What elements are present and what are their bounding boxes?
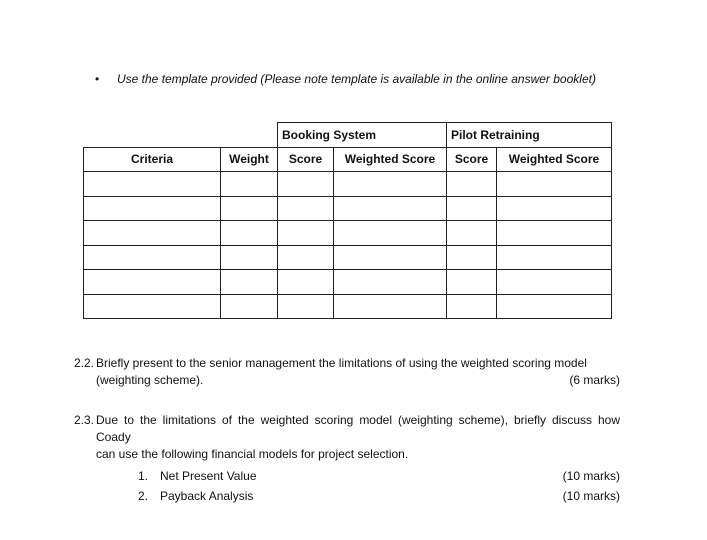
marks-label: (10 marks) [562, 489, 620, 503]
col-header-weight: Weight [221, 147, 278, 172]
blank-corner [84, 123, 278, 148]
table-cell [84, 221, 221, 246]
table-row [84, 221, 612, 246]
table-cell [447, 270, 497, 295]
table-cell [334, 172, 447, 197]
list-item [138, 489, 620, 503]
table-cell [221, 172, 278, 197]
col-header-weighted-score: Weighted Score [497, 147, 612, 172]
template-instruction [95, 72, 596, 86]
list-item-index: 1. [138, 469, 149, 483]
table-cell [84, 245, 221, 270]
group-header-pilot-retraining: Pilot Retraining [447, 123, 612, 148]
question-text-line: Briefly present to the senior management the limitations of using the weighted scoring model [96, 356, 587, 370]
list-item-index: 2. [138, 489, 149, 503]
table-cell [497, 294, 612, 319]
question-2-3 [74, 412, 620, 463]
list-item-label: Payback Analysis [160, 489, 254, 503]
bullet-dot-icon: • [95, 72, 100, 86]
group-header-row [84, 123, 612, 148]
col-header-weighted-score: Weighted Score [334, 147, 447, 172]
table-cell [278, 294, 334, 319]
table-cell [84, 172, 221, 197]
table-cell [221, 245, 278, 270]
table-cell [221, 270, 278, 295]
table-cell [497, 245, 612, 270]
table-cell [497, 172, 612, 197]
table-cell [278, 221, 334, 246]
table-cell [334, 294, 447, 319]
question-text-line: (weighting scheme). [96, 373, 204, 387]
list-item [138, 469, 620, 483]
col-header-score: Score [278, 147, 334, 172]
table-cell [447, 221, 497, 246]
table-cell [221, 221, 278, 246]
question-text-line: can use the following financial models for project selection. [96, 447, 409, 461]
table-cell [447, 196, 497, 221]
question-text-line: Due to the limitations of the weighted scoring model (weighting scheme), briefly discuss how Coady [96, 413, 620, 444]
table-row [84, 294, 612, 319]
table-cell [278, 196, 334, 221]
weighted-scoring-template-table [83, 122, 612, 319]
group-header-booking-system: Booking System [278, 123, 447, 148]
col-header-score: Score [447, 147, 497, 172]
table-cell [84, 196, 221, 221]
marks-label: (6 marks) [569, 373, 620, 387]
table-cell [334, 245, 447, 270]
table-row [84, 270, 612, 295]
table-row [84, 196, 612, 221]
table-cell [447, 294, 497, 319]
list-item-label: Net Present Value [160, 469, 257, 483]
table-cell [334, 270, 447, 295]
question-number: 2.2. [74, 356, 95, 370]
table-cell [447, 245, 497, 270]
marks-label: (10 marks) [562, 469, 620, 483]
table-cell [84, 270, 221, 295]
table-cell [334, 221, 447, 246]
table-row [84, 172, 612, 197]
column-header-row [84, 147, 612, 172]
table-cell [221, 294, 278, 319]
table-cell [84, 294, 221, 319]
table-cell [447, 172, 497, 197]
table-cell [221, 196, 278, 221]
table-cell [334, 196, 447, 221]
instruction-text: Use the template provided (Please note template is available in the online answer booklet) [117, 72, 596, 86]
question-number: 2.3. [74, 413, 95, 427]
table-cell [497, 270, 612, 295]
col-header-criteria: Criteria [84, 147, 221, 172]
table-cell [497, 196, 612, 221]
table-cell [278, 270, 334, 295]
question-2-2 [74, 355, 620, 389]
table-cell [278, 172, 334, 197]
table-cell [278, 245, 334, 270]
table-row [84, 245, 612, 270]
table-cell [497, 221, 612, 246]
